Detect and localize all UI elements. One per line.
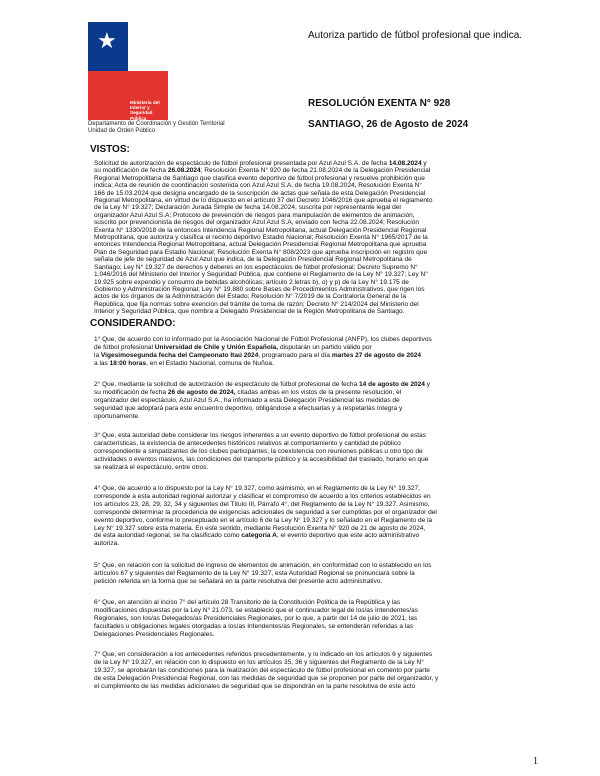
vistos-line: indica; Acta de reunión de coordinación sostenida con Azul Azul S.A. de fecha 19.08.2024, Resolución Exenta N° <box>94 182 422 190</box>
vistos-line: señala de jefe de seguridad de Azul Azul que indica, de la Delegación Presidencial Regional Metropolitana de <box>94 256 412 264</box>
star-icon: ★ <box>97 28 117 53</box>
vistos-paragraph <box>94 160 512 316</box>
vistos-line: Gobierno y Administración Regional; Ley N° 19.880 sobre Bases de Procedimientos Administrativos, que rigen los <box>94 285 425 293</box>
government-logo <box>88 22 168 120</box>
vistos-line: Solicitud de autorización de espectáculo de fútbol profesional presentada por Azul Azul S.A. de fecha 14.08.2024 y <box>94 160 427 167</box>
considerando-1: 1° Que, de acuerdo con lo informado por la Asociación Nacional de Fútbol Profesional (ANFP), los clubes deportivos de fútbol profesional Universidad de Chile y Unión Española, disputarán un partido válido por la Vigesimosegunda fecha del Campeonato Itaú 2024, programado para el día martes 27 de agosto de 2024 a las 18:00 horas, en el Estadio Nacional, comuna de Ñuñoa. <box>94 336 432 367</box>
vistos-line: Regional Metropolitana de Santiago que clasifica evento deportivo de fútbol profesional y resuelve prohibición que <box>94 174 425 182</box>
vistos-line: 19.925 sobre expendio y consumo de bebidas alcohólicas; artículo 2 letras b), o) y p) de la Ley N° 19.175 de <box>94 278 409 286</box>
considerando-4: 4° Que, de acuerdo a lo dispuesto por la Ley N° 19.327, como asimismo, en el Reglamento de la Ley N° 19.327, corresponde a esta autoridad regional autorizar y clasificar el compromiso de acuerdo a los criterios establecidos en los artículos 23, 28, 29, 32, 34 y siguientes del Título III, Párrafo 4°, del Reglamento de la Ley N° 19.327. Asimismo, corresponde determinar la procedencia de exigencias adicionales de seguridad a ser cumplidas por el organizador del evento deportivo, conforme lo preceptuado en el artículo 6 de la Ley N° 19.327 y lo señalado en el Reglamento de la Ley N° 19.327 sobre esta materia. En este sentido, mediante Resolución Exenta N° 920 de 21 de agosto de 2024, de esta autoridad regional, se ha clasificado como categoría A, el evento deportivo que este acto administrativo autoriza. <box>94 485 437 548</box>
vistos-line: de la Ley N° 19.327; Declaración Jurada Simple de fecha 14.08.2024, suscrita por representante legal del <box>94 204 401 212</box>
vistos-line: suscrito por prevencionista de riesgos del organizador Azul Azul S.A, enviado con fecha 22.08.2024; Resolución <box>94 219 419 227</box>
considerando-3: 3° Que, esta autoridad debe considerar los riesgos inherentes a un evento deportivo de fútbol profesional de estas características, la existencia de antecedentes históricos relativos al comportamiento y cantidad de público correspondiente a simpatizantes de los clubes participantes, la coexistencia con reuniones públicas u otro tipo de actividades o eventos masivos, las condiciones del transporte público y la accesibilidad del traslado, horario en que se realizará el espectáculo, entre otros. <box>94 432 429 471</box>
vistos-line: organizador Azul Azul S.A; Protocolo de prevención de riesgos para manipulación de elementos de animación, <box>94 211 415 219</box>
vistos-line: su modificación de fecha 26.08.2024; Resolución Exenta N° 920 de fecha 21.08.2024 de la Delegación Presidencial <box>94 167 431 175</box>
resolution-number: RESOLUCIÓN EXENTA N° 928 <box>308 98 451 109</box>
page-number: 1 <box>533 756 538 767</box>
vistos-line: Interior y Seguridad Pública, que nombra a Delegado Presidencial de la Región Metropolitana de Santiago. <box>94 308 405 316</box>
vistos-line: 166 de 15.03.2024 que designa encargado de la suscripción de actas que señala de esta Delegación Presidencial <box>94 189 426 197</box>
considerando-2: 2° Que, mediante la solicitud de autorización de espectáculo de fútbol profesional de fecha 14 de agosto de 2024 y su modificación de fecha 26 de agosto de 2024, citadas ambas en los vistos de la presente resolución, el organizador del espectáculo, Azul Azul S.A., ha informado a esta Delegación Presidencial las medidas de seguridad que adoptará para este encuentro deportivo, obligándose a efectuarlas y a respetarlas íntegra y oportunamente. <box>94 381 430 420</box>
considerando-6: 6° Que, en atención al inciso 7° del artículo 28 Transitorio de la Constitución Política de la República y las modificaciones dispuestas por la Ley N° 21.073, se estableció que el continuador legal de los/as Intendentes/as Regionales, son los/as Delegados/as Presidenciales Regionales, por lo que, a partir del 14 de julio de 2021, las facultades u obligaciones legales otorgadas a los/as Intendentes/as Regionales, se entenderán referidas a las Delegaciones Presidenciales Regionales. <box>94 599 418 638</box>
department-name: Departamento de Coordinación y Gestión Territorial Unidad de Orden Público <box>88 121 225 134</box>
resolution-subject: Autoriza partido de fútbol profesional que indica. <box>308 30 523 41</box>
vistos-line: Santiago; Ley N° 19.327 de derechos y deberes en los espectáculos de fútbol profesional; Decreto Supremo N° <box>94 263 418 271</box>
vistos-line: República, que fija normas sobre exención del trámite de toma de razón; Decreto N° 214/2024 del Ministerio del <box>94 300 419 308</box>
logo-org-name: Delegación Presidencial Regional Metropolitana de Santiago <box>132 24 167 60</box>
vistos-line: Regional Metropolitana, en virtud de lo dispuesto en el artículo 37 del Decreto 1046/2016 que aprueba el reglamento <box>94 197 433 205</box>
vistos-heading: VISTOS: <box>90 144 130 155</box>
considerando-heading: CONSIDERANDO: <box>90 318 176 329</box>
vistos-line: entonces Intendencia Regional Metropolitana, actual Delegación Presidencial Regional Metropolitana que aprueba <box>94 241 427 249</box>
vistos-line: Metropolitana, que autoriza y clasifica el recinto deportivo Estadio Nacional; Resolución Exenta N° 1965/2017 de la <box>94 234 428 242</box>
logo-ministry-name: Ministerio del Interior y Seguridad Pública <box>130 100 160 121</box>
considerando-7: 7° Que, en consideración a los antecedentes referidos precedentemente, y lo indicado en los artículos 6 y siguientes de la Ley N° 19.327, en relación con lo dispuesto en los artículos 35, 36 y siguientes del Reglamento de la Ley N° 19.327, se aprobarán las condiciones para la realización del espectáculo de fútbol profesional en comento por parte de esta Delegación Presidencial Regional, con las medidas de seguridad que se proponen por parte del organizador, y el cumplimiento de las medidas adicionales de seguridad que se dispondrán en la parte resolutiva de este acto <box>94 651 439 690</box>
vistos-line: Plan de Seguridad para Estadio Nacional; Resolución Exenta N° 808/2023 que aprueba inscripción en registro que <box>94 248 428 256</box>
considerando-5: 5° Que, en relación con la solicitud de ingreso de elementos de animación, en conformidad con lo establecido en los artículos 67 y siguientes del Reglamento de la Ley N° 19.327, esta Autoridad Regional se pronunciará sobre la petición referida en la forma que se señalará en la parte resolutiva del presente acto administrativo. <box>94 562 432 585</box>
resolution-date: SANTIAGO, 26 de Agosto de 2024 <box>308 119 469 130</box>
vistos-line: 1.046/2016 del Ministerio del Interior y Seguridad Pública, que contiene el Reglamento de la Ley N° 19.327; Ley N° <box>94 271 428 279</box>
vistos-line: Exenta N° 1330/2018 de la entonces Intendencia Regional Metropolitana, actual Delegación Presidencial Regional <box>94 226 427 234</box>
vistos-line: actos de los órganos de la Administración del Estado; Resolución N° 7/2019 de la Contraloría General de la <box>94 293 406 301</box>
